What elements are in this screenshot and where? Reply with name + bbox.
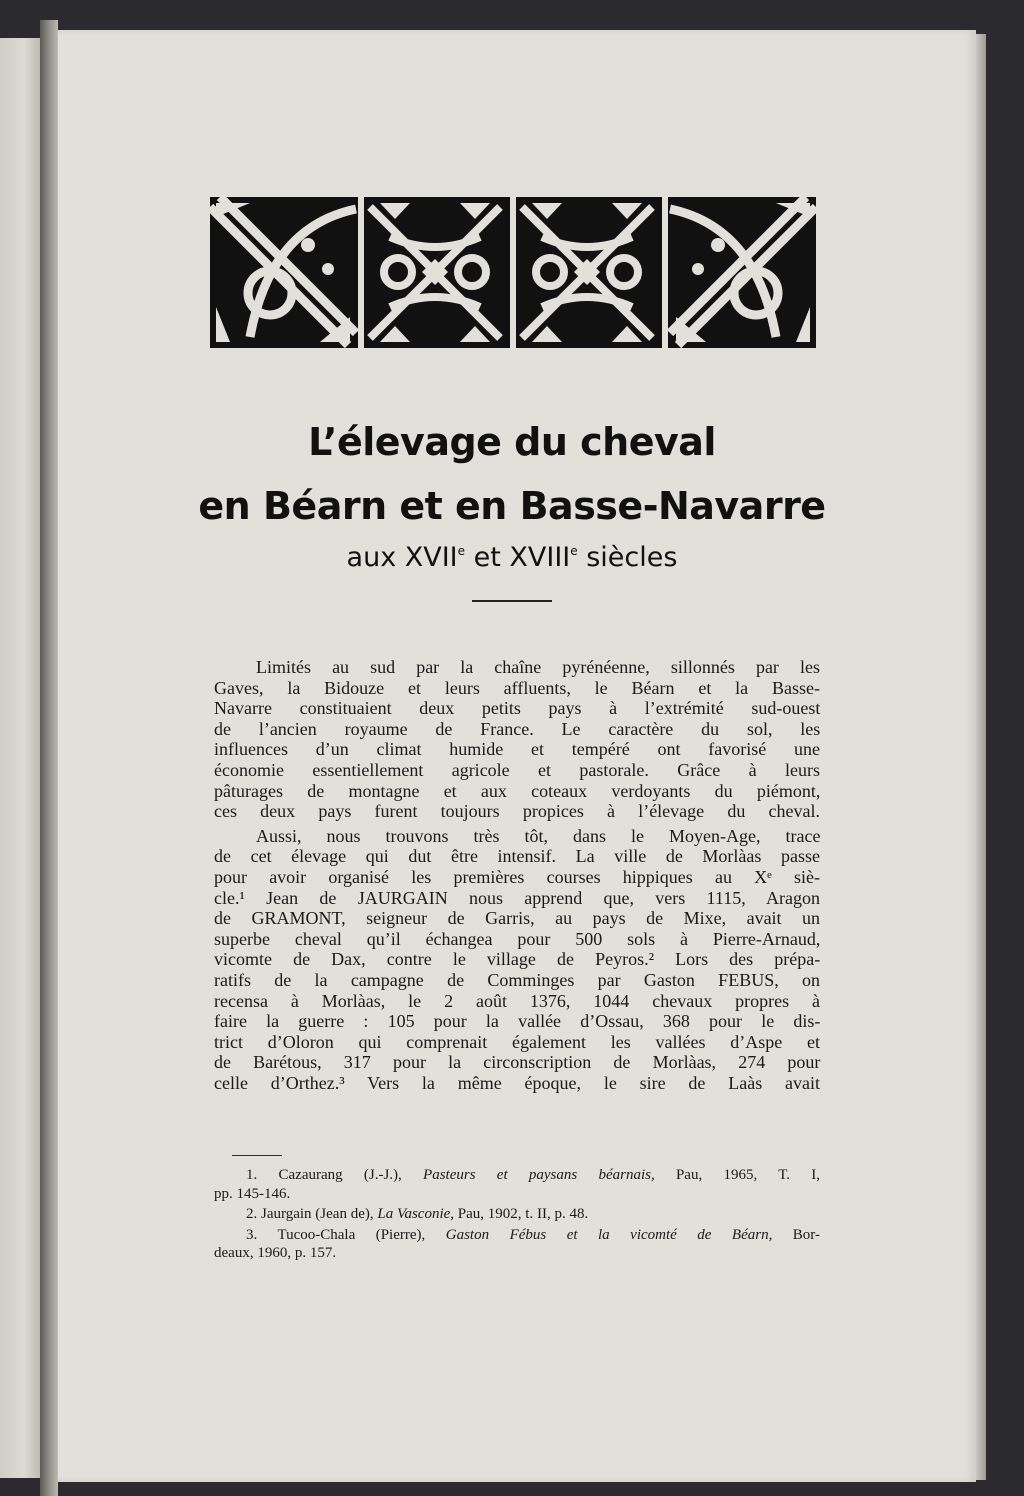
page-edge [976,34,986,1480]
body-line: superbe cheval qu’il échangea pour 500 sols à Pierre-Arnaud, [214,928,821,949]
footnote-rule [232,1155,282,1156]
body-line: de cet élevage qui dut être intensif. La ville de Morlàas passe [214,846,820,867]
body-line: de Barétous, 317 pour la circonscription de Morlàas, 274 pour [214,1052,821,1073]
body-line: économie essentiellement agricole et pastorale. Grâce à leurs [214,759,820,780]
article-title-line2: en Béarn et en Basse-Navarre [198,484,826,528]
body-line: de GRAMONT, seigneur de Garris, au pays de Mixe, avait un [214,908,821,929]
decorative-ornament-banner [210,197,816,348]
footnote-1: 1. Cazaurang (J.-J.), Pasteurs et paysans béarnais, Pau, 1965, T. I, pp. 145-146. [214,1167,820,1202]
body-line: pâturages de montagne et aux coteaux verdoyants du piémont, [214,780,821,801]
article-subtitle: aux XVIIe et XVIIIe siècles [346,542,678,573]
body-line: Aussi, nous trouvons très tôt, dans le Moyen-Age, trace [256,825,821,846]
body-line: Gaves, la Bidouze et leurs affluents, le Béarn et la Basse- [214,677,820,698]
footnote-2: 2. Jaurgain (Jean de), La Vasconie, Pau, 1902, t. II, p. 48. [246,1206,589,1222]
title-rule [472,600,552,602]
body-line: cle.¹ Jean de JAURGAIN nous apprend que, vers 1115, Aragon [214,887,820,908]
body-line: vicomte de Dax, contre le village de Peyros.² Lors des prépa- [214,949,821,970]
facing-page-edge [0,38,40,1478]
footnotes [214,1166,820,1265]
body-line: Navarre constituaient deux petits pays à l’extrémité sud-ouest [214,698,821,719]
body-line: Limités au sud par la chaîne pyrénéenne, sillonnés par les [256,657,820,677]
body-line: trict d’Oloron qui comprenait également les vallées d’Aspe et [214,1031,820,1052]
body-line: influences d’un climat humide et tempéré ont favorisé une [214,739,820,760]
body-line: faire la guerre : 105 pour la vallée d’Ossau, 368 pour le dis- [214,1011,821,1032]
body-text [214,657,820,1093]
body-line: pour avoir organisé les premières courses hippiques au Xᵉ siè- [214,866,820,887]
book-gutter [40,20,58,1496]
body-line: de l’ancien royaume de France. Le caractère du sol, les [214,718,821,739]
body-line: ces deux pays furent toujours propices à l’élevage du cheval. [214,801,820,822]
body-line: recensa à Morlàas, le 2 août 1376, 1044 chevaux propres à [214,990,820,1011]
footnote-3: 3. Tucoo-Chala (Pierre), Gaston Fébus et la vicomté de Béarn, Bor- deaux, 1960, p. 157. [214,1226,820,1261]
article-title-line1: L’élevage du cheval [308,420,716,464]
body-line: ratifs de la campagne de Comminges par Gaston FEBUS, on [214,969,820,990]
body-line: celle d’Orthez.³ Vers la même époque, le sire de Laàs avait [214,1072,820,1093]
